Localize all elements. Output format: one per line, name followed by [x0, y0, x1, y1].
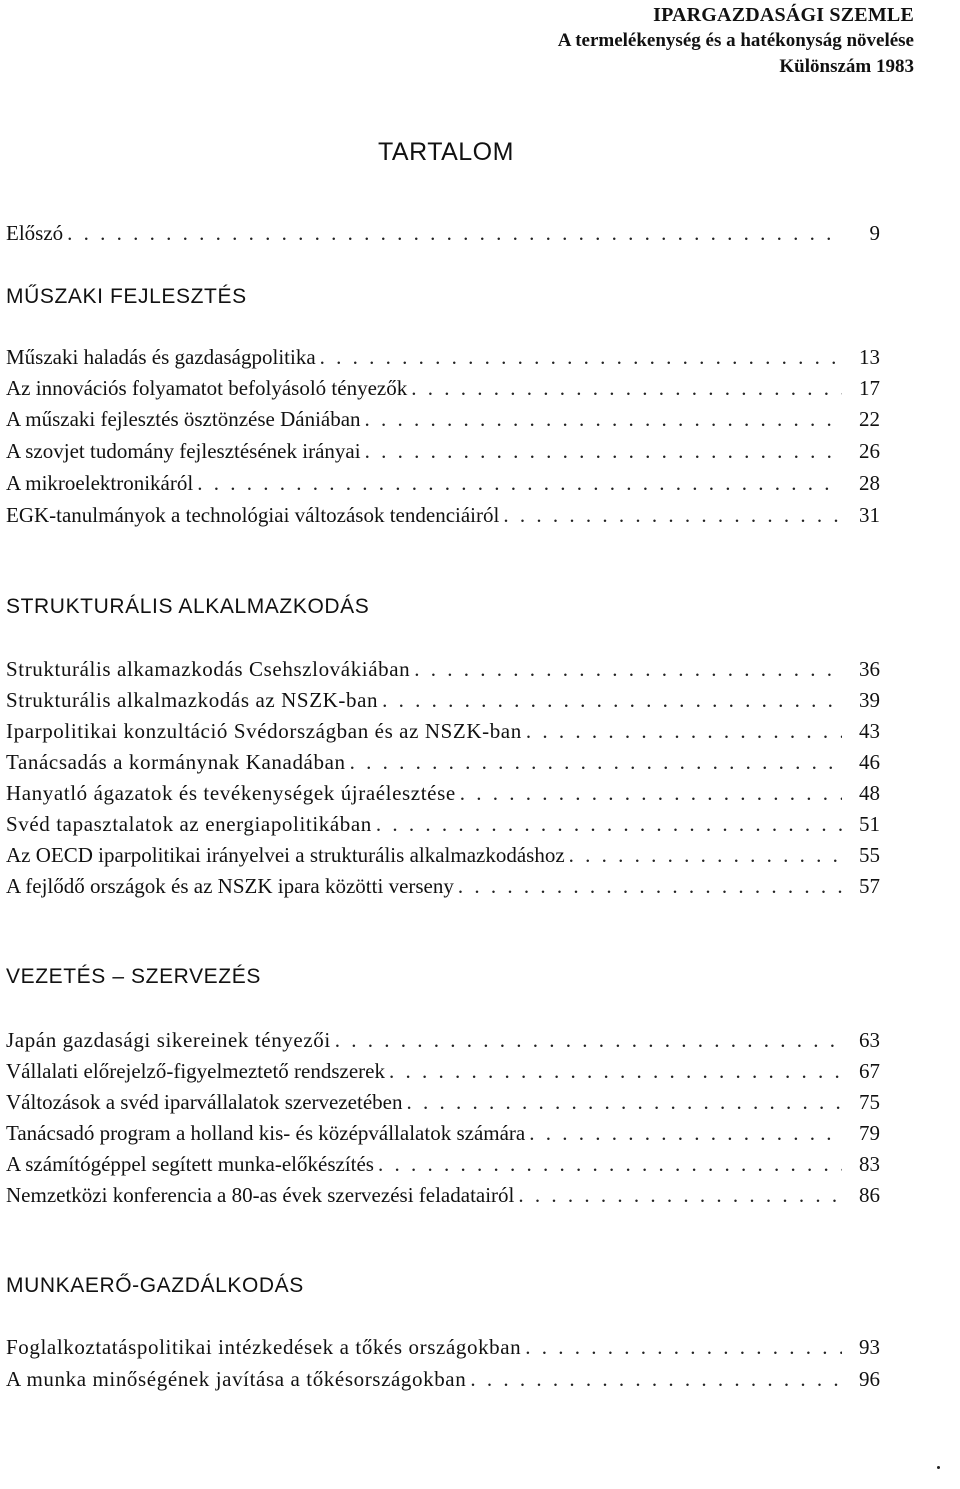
entry-title: Japán gazdasági sikereinek tényezői: [6, 1028, 331, 1052]
dot-leader: [470, 1366, 842, 1392]
dot-leader: [406, 1089, 842, 1115]
page-number: 75: [859, 1090, 880, 1114]
dot-leader: [518, 1182, 842, 1208]
toc-entry[interactable]: [6, 687, 880, 713]
section-heading-muszaki: MŰSZAKI FEJLESZTÉS: [6, 285, 247, 308]
toc-entry[interactable]: [6, 502, 880, 528]
toc-entry[interactable]: [6, 1151, 880, 1177]
dot-leader: [67, 220, 842, 246]
toc-entry[interactable]: [6, 656, 880, 682]
section-heading-munkaero: MUNKAERŐ-GAZDÁLKODÁS: [6, 1274, 304, 1297]
dot-leader: [569, 842, 842, 868]
page-number: 39: [859, 688, 880, 712]
dot-leader: [458, 873, 842, 899]
page-number: 86: [859, 1183, 880, 1207]
dot-leader: [526, 718, 842, 744]
toc-entry[interactable]: [6, 1089, 880, 1115]
page-number: 31: [859, 503, 880, 527]
dot-leader: [525, 1334, 842, 1360]
toc-entry[interactable]: [6, 344, 880, 370]
page-number: 17: [859, 376, 880, 400]
journal-header: [558, 2, 914, 80]
dot-leader: [320, 344, 842, 370]
dot-leader: [382, 687, 842, 713]
dot-leader: [197, 470, 842, 496]
entry-title: Nemzetközi konferencia a 80-as évek szervezési feladatairól: [6, 1183, 515, 1207]
dot-leader: [378, 1151, 842, 1177]
page-number: 28: [859, 471, 880, 495]
dot-leader: [365, 438, 842, 464]
entry-title: Vállalati előrejelző-figyelmeztető rendszerek: [6, 1059, 385, 1083]
toc-entry[interactable]: [6, 470, 880, 496]
page-number: 22: [859, 407, 880, 431]
scan-speck: [937, 1466, 940, 1469]
page-number: 46: [859, 750, 880, 774]
entry-title: A mikroelektronikáról: [6, 471, 194, 495]
toc-entry[interactable]: [6, 718, 880, 744]
toc-entry[interactable]: [6, 842, 880, 868]
entry-title: Strukturális alkalmazkodás az NSZK-ban: [6, 688, 379, 712]
page-number: 36: [859, 657, 880, 681]
entry-title: A számítógéppel segített munka-előkészítés: [6, 1152, 374, 1176]
dot-leader: [389, 1058, 842, 1084]
entry-title: Svéd tapasztalatok az energiapolitikában: [6, 812, 372, 836]
toc-entry[interactable]: [6, 438, 880, 464]
dot-leader: [529, 1120, 842, 1146]
entry-title: Foglalkoztatáspolitikai intézkedések a tőkés országokban: [6, 1335, 522, 1359]
page-number: 51: [859, 812, 880, 836]
dot-leader: [503, 502, 842, 528]
entry-title: Változások a svéd iparvállalatok szervezetében: [6, 1090, 403, 1114]
entry-title: Strukturális alkamazkodás Csehszlovákiában: [6, 657, 411, 681]
page-number: 67: [859, 1059, 880, 1083]
section-heading-strukturalis: STRUKTURÁLIS ALKALMAZKODÁS: [6, 595, 370, 618]
entry-title: A fejlődő országok és az NSZK ipara közötti verseny: [6, 874, 454, 898]
journal-title: IPARGAZDASÁGI SZEMLE: [653, 4, 914, 26]
toc-entry[interactable]: [6, 749, 880, 775]
toc-entry[interactable]: [6, 1334, 880, 1360]
toc-entry[interactable]: [6, 780, 880, 806]
toc-entry[interactable]: [6, 1120, 880, 1146]
page-number: 43: [859, 719, 880, 743]
dot-leader: [411, 375, 842, 401]
page-number: 48: [859, 781, 880, 805]
dot-leader: [414, 656, 842, 682]
toc-entry[interactable]: [6, 1366, 880, 1392]
entry-title: Tanácsadás a kormánynak Kanadában: [6, 750, 346, 774]
toc-entry[interactable]: [6, 1058, 880, 1084]
entry-title: Az innovációs folyamatot befolyásoló tényezők: [6, 376, 408, 400]
entry-title: Hanyatló ágazatok és tevékenységek újraélesztése: [6, 781, 456, 805]
toc-entry[interactable]: [6, 1027, 880, 1053]
entry-title: Műszaki haladás és gazdaságpolitika: [6, 345, 316, 369]
section-heading-vezetes: VEZETÉS – SZERVEZÉS: [6, 965, 261, 988]
toc-entry[interactable]: [6, 406, 880, 432]
issue-subtitle: A termelékenység és a hatékonyság növelése: [557, 30, 914, 51]
toc-entry[interactable]: [6, 873, 880, 899]
page-number: 26: [859, 439, 880, 463]
page-number: 13: [859, 345, 880, 369]
page-number: 63: [859, 1028, 880, 1052]
dot-leader: [335, 1027, 842, 1053]
page-number: 93: [859, 1335, 880, 1359]
page-number: 9: [869, 221, 880, 245]
toc-title: TARTALOM: [378, 138, 514, 166]
toc-entry[interactable]: [6, 375, 880, 401]
dot-leader: [460, 780, 842, 806]
page-number: 96: [859, 1367, 880, 1391]
page-number: 57: [859, 874, 880, 898]
entry-title: Tanácsadó program a holland kis- és középvállalatok számára: [6, 1121, 526, 1145]
toc-entry[interactable]: [6, 811, 880, 837]
entry-title: EGK-tanulmányok a technológiai változások tendenciáiról: [6, 503, 500, 527]
entry-title: A műszaki fejlesztés ösztönzése Dániában: [6, 407, 361, 431]
toc-entry[interactable]: [6, 1182, 880, 1208]
dot-leader: [376, 811, 842, 837]
entry-title: Előszó: [6, 221, 64, 245]
entry-title: A munka minőségének javítása a tőkésországokban: [6, 1367, 467, 1391]
page-number: 79: [859, 1121, 880, 1145]
entry-title: Az OECD iparpolitikai irányelvei a strukturális alkalmazkodáshoz: [6, 843, 565, 867]
page-number: 55: [859, 843, 880, 867]
page-number: 83: [859, 1152, 880, 1176]
entry-title: A szovjet tudomány fejlesztésének irányai: [6, 439, 361, 463]
dot-leader: [365, 406, 842, 432]
dot-leader: [350, 749, 842, 775]
toc-entry-foreword[interactable]: [6, 220, 880, 246]
entry-title: Iparpolitikai konzultáció Svédországban és az NSZK-ban: [6, 719, 522, 743]
issue-label: Különszám 1983: [779, 56, 914, 77]
